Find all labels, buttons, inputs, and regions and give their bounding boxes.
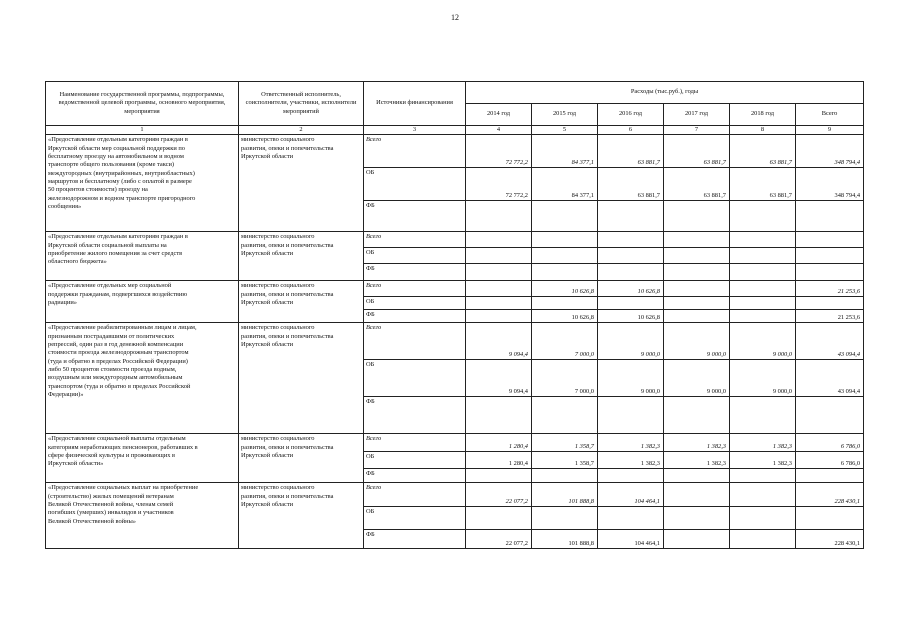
header-program: Наименование государственной программы, подпрограммы, ведомственной целевой программы, основного мероприятия, мероприятия <box>46 82 239 126</box>
year-value: 104 464,1 <box>598 530 664 549</box>
program-name: «Предоставление отдельных мер социальной поддержки гражданам, подвергшихся воздействию радиации» <box>46 281 239 323</box>
total-value: 228 430,1 <box>796 530 864 549</box>
year-value <box>730 483 796 507</box>
year-value: 72 772,2 <box>466 135 532 168</box>
year-value: 9 094,4 <box>466 323 532 360</box>
header-total: Всего <box>796 104 864 126</box>
year-value: 10 626,8 <box>598 310 664 323</box>
funding-source: ФБ <box>364 397 466 434</box>
header-expenses: Расходы (тыс.руб.), годы <box>466 82 864 104</box>
year-value <box>466 397 532 434</box>
year-value <box>466 469 532 483</box>
total-value <box>796 248 864 264</box>
year-value <box>466 507 532 530</box>
year-value: 1 382,3 <box>664 434 730 452</box>
year-value <box>532 469 598 483</box>
year-value: 72 772,2 <box>466 168 532 201</box>
total-value: 6 786,0 <box>796 434 864 452</box>
year-value <box>466 201 532 232</box>
program-name: «Предоставление реабилитированным лицам и лицам, признанным пострадавшими от политических репрессий, один раз в год денежной компенсации стоимости проезда железнодорожным транспортом (туда и обратно в пределах Российской Федерации) либо 50 процентов стоимости проезда водным, воздушным или междугородным автомобильным транспортом (туда и обратно в пределах Российской Федерации)» <box>46 323 239 434</box>
year-value: 63 881,7 <box>598 135 664 168</box>
year-value <box>664 530 730 549</box>
year-value: 101 888,8 <box>532 483 598 507</box>
program-executor: министерство социального развития, опеки и попечительства Иркутской области <box>239 323 364 434</box>
financing-table <box>45 81 864 549</box>
year-value <box>664 297 730 310</box>
table-row <box>46 281 864 297</box>
column-number: 6 <box>598 126 664 135</box>
program-executor: министерство социального развития, опеки и попечительства Иркутской области <box>239 483 364 549</box>
year-value: 63 881,7 <box>598 168 664 201</box>
year-value <box>598 248 664 264</box>
year-value: 9 000,0 <box>598 360 664 397</box>
table-row <box>46 323 864 360</box>
year-value <box>730 264 796 281</box>
funding-source: ФБ <box>364 530 466 549</box>
year-value: 9 094,4 <box>466 360 532 397</box>
header-executor: Ответственный исполнитель, соисполнители, участники, исполнители мероприятий <box>239 82 364 126</box>
year-value: 63 881,7 <box>664 135 730 168</box>
year-value <box>598 201 664 232</box>
header-year: 2014 год <box>466 104 532 126</box>
funding-source: ОБ <box>364 452 466 469</box>
year-value <box>664 507 730 530</box>
year-value <box>532 297 598 310</box>
page-number: 12 <box>451 13 459 22</box>
program-name: «Предоставление отдельным категориям граждан в Иркутской области мер социальной поддержки по бесплатному проезду на автомобильном и водном транспорте общего пользования (кроме такси) междугородных (внутрирайонных, внутриобластных) маршрутов и бесплатному (либо с оплатой в размере 50 процентов стоимости) проезду на железнодорожном и водном транспорте пригородного сообщения» <box>46 135 239 232</box>
year-value: 1 382,3 <box>598 434 664 452</box>
program-name: «Предоставление социальных выплат на приобретение (строительство) жилых помещений ветеранам Великой Отечественной войны, членам семей погибших (умерших) инвалидов и участников Великой Отечественной войны» <box>46 483 239 549</box>
year-value <box>730 310 796 323</box>
year-value <box>730 530 796 549</box>
total-value: 21 253,6 <box>796 281 864 297</box>
table-row <box>46 434 864 452</box>
year-value <box>466 281 532 297</box>
year-value <box>664 248 730 264</box>
year-value: 1 382,3 <box>598 452 664 469</box>
year-value: 9 000,0 <box>664 323 730 360</box>
funding-source: Всего <box>364 434 466 452</box>
year-value <box>466 310 532 323</box>
year-value <box>664 281 730 297</box>
column-number: 5 <box>532 126 598 135</box>
program-executor: министерство социального развития, опеки и попечительства Иркутской области <box>239 434 364 483</box>
total-value: 43 094,4 <box>796 323 864 360</box>
year-value: 9 000,0 <box>730 360 796 397</box>
year-value <box>598 264 664 281</box>
column-number: 7 <box>664 126 730 135</box>
header-year: 2017 год <box>664 104 730 126</box>
total-value <box>796 297 864 310</box>
table-row <box>46 483 864 507</box>
total-value <box>796 397 864 434</box>
year-value: 63 881,7 <box>730 168 796 201</box>
year-value <box>598 297 664 310</box>
funding-source: Всего <box>364 281 466 297</box>
column-number: 3 <box>364 126 466 135</box>
year-value: 9 000,0 <box>730 323 796 360</box>
year-value: 1 382,3 <box>730 434 796 452</box>
program-name: «Предоставление отдельным категориям граждан в Иркутской области социальной выплаты на приобретение жилого помещения за счет средств областного бюджета» <box>46 232 239 281</box>
total-value: 21 253,6 <box>796 310 864 323</box>
header-source: Источники финансирования <box>364 82 466 126</box>
total-value: 43 094,4 <box>796 360 864 397</box>
year-value <box>532 397 598 434</box>
year-value <box>730 248 796 264</box>
program-executor: министерство социального развития, опеки и попечительства Иркутской области <box>239 281 364 323</box>
total-value <box>796 201 864 232</box>
year-value <box>466 232 532 248</box>
year-value <box>664 310 730 323</box>
year-value <box>664 201 730 232</box>
program-name: «Предоставление социальной выплаты отдельным категориям неработающих пенсионеров, работавших в сфере физической культуры и проживающих в Иркутской области» <box>46 434 239 483</box>
year-value <box>730 397 796 434</box>
year-value: 84 377,1 <box>532 168 598 201</box>
funding-source: Всего <box>364 135 466 168</box>
year-value <box>466 264 532 281</box>
program-executor: министерство социального развития, опеки и попечительства Иркутской области <box>239 232 364 281</box>
funding-source: Всего <box>364 323 466 360</box>
year-value: 7 000,0 <box>532 360 598 397</box>
year-value <box>598 507 664 530</box>
year-value: 10 626,8 <box>532 281 598 297</box>
funding-source: Всего <box>364 232 466 248</box>
year-value <box>532 232 598 248</box>
year-value <box>664 397 730 434</box>
total-value: 6 786,0 <box>796 452 864 469</box>
year-value: 101 888,8 <box>532 530 598 549</box>
year-value: 1 358,7 <box>532 434 598 452</box>
year-value: 9 000,0 <box>598 323 664 360</box>
year-value <box>730 507 796 530</box>
year-value <box>532 264 598 281</box>
funding-source: ОБ <box>364 360 466 397</box>
year-value <box>664 232 730 248</box>
column-number: 9 <box>796 126 864 135</box>
year-value: 63 881,7 <box>664 168 730 201</box>
total-value: 348 794,4 <box>796 168 864 201</box>
year-value <box>664 264 730 281</box>
year-value <box>598 397 664 434</box>
year-value: 10 626,8 <box>532 310 598 323</box>
year-value <box>664 469 730 483</box>
year-value: 1 382,3 <box>664 452 730 469</box>
header-year: 2018 год <box>730 104 796 126</box>
year-value: 63 881,7 <box>730 135 796 168</box>
year-value <box>532 507 598 530</box>
year-value: 104 464,1 <box>598 483 664 507</box>
total-value: 228 430,1 <box>796 483 864 507</box>
year-value <box>730 281 796 297</box>
year-value: 9 000,0 <box>664 360 730 397</box>
table-row <box>46 135 864 168</box>
column-number: 1 <box>46 126 239 135</box>
year-value: 22 077,2 <box>466 483 532 507</box>
funding-source: ОБ <box>364 248 466 264</box>
year-value <box>466 248 532 264</box>
year-value: 1 280,4 <box>466 452 532 469</box>
year-value: 1 358,7 <box>532 452 598 469</box>
year-value <box>532 248 598 264</box>
year-value <box>730 232 796 248</box>
year-value: 84 377,1 <box>532 135 598 168</box>
total-value <box>796 469 864 483</box>
total-value: 348 794,4 <box>796 135 864 168</box>
year-value <box>532 201 598 232</box>
year-value: 22 077,2 <box>466 530 532 549</box>
header-year: 2015 год <box>532 104 598 126</box>
funding-source: ОБ <box>364 507 466 530</box>
funding-source: ФБ <box>364 264 466 281</box>
year-value <box>598 232 664 248</box>
year-value: 10 626,8 <box>598 281 664 297</box>
column-number: 4 <box>466 126 532 135</box>
year-value <box>598 469 664 483</box>
total-value <box>796 507 864 530</box>
funding-source: ОБ <box>364 297 466 310</box>
program-executor: министерство социального развития, опеки и попечительства Иркутской области <box>239 135 364 232</box>
year-value <box>730 297 796 310</box>
funding-source: ФБ <box>364 201 466 232</box>
funding-source: Всего <box>364 483 466 507</box>
year-value: 1 280,4 <box>466 434 532 452</box>
funding-source: ФБ <box>364 469 466 483</box>
column-number: 8 <box>730 126 796 135</box>
total-value <box>796 264 864 281</box>
year-value <box>730 201 796 232</box>
year-value <box>664 483 730 507</box>
header-year: 2016 год <box>598 104 664 126</box>
total-value <box>796 232 864 248</box>
table-row <box>46 232 864 248</box>
year-value <box>466 297 532 310</box>
column-number: 2 <box>239 126 364 135</box>
year-value <box>730 469 796 483</box>
funding-source: ОБ <box>364 168 466 201</box>
funding-source: ФБ <box>364 310 466 323</box>
year-value: 7 000,0 <box>532 323 598 360</box>
year-value: 1 382,3 <box>730 452 796 469</box>
